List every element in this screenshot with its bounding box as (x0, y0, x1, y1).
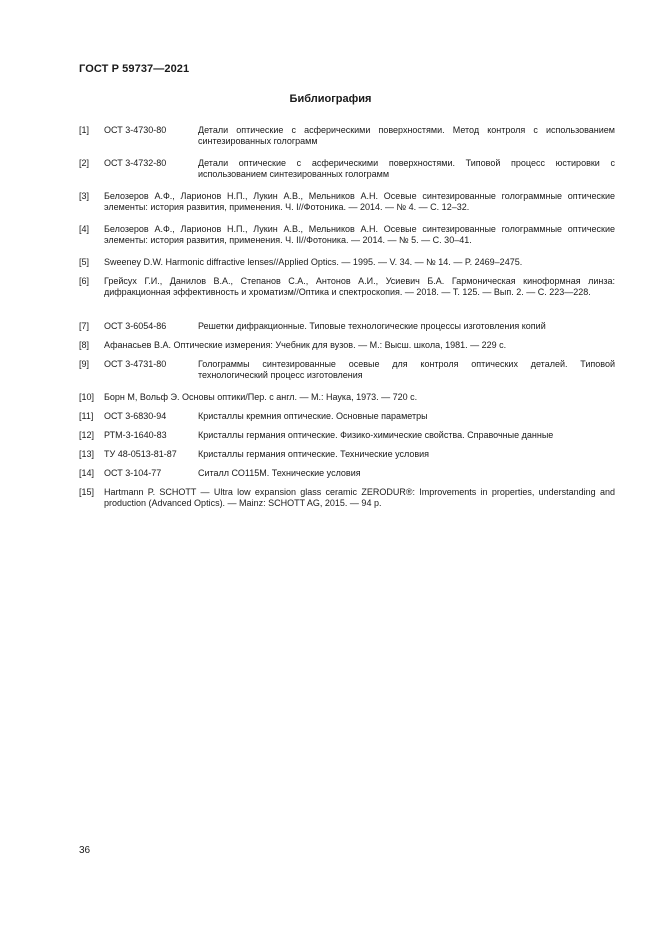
entry-text: Голограммы синтезированные осевые для контроля оптических деталей. Типовой технологический процесс изготовления (198, 359, 615, 381)
bib-entry (79, 340, 615, 359)
entry-text: Детали оптические с асферическими поверхностями. Метод контроля с использованием синтезированных голограмм (198, 125, 615, 147)
bibliography-list (79, 125, 615, 520)
entry-number: [1] (79, 125, 90, 135)
entry-code: ОСТ 3-4732-80 (104, 158, 167, 168)
entry-number: [6] (79, 276, 90, 286)
bib-entry (79, 191, 615, 224)
bib-entry (79, 430, 615, 449)
bib-entry (79, 276, 615, 321)
entry-text: Решетки дифракционные. Типовые технологические процессы изготовления копий (198, 321, 546, 331)
entry-text: Белозеров А.Ф., Ларионов Н.П., Лукин А.В., Мельников А.Н. Осевые синтезированные голограммные оптические элементы: история развития, применения. Ч. I//Фотоника. — 2014. — № 4. — С. 12–32. (104, 191, 615, 213)
bib-entry (79, 359, 615, 392)
entry-text: Sweeney D.W. Harmonic diffractive lenses//Applied Optics. — 1995. — V. 34. — № 14. — P. 2469–2475. (104, 257, 523, 267)
entry-code: ОСТ 3-6830-94 (104, 411, 167, 421)
bib-entry (79, 392, 615, 411)
bib-entry (79, 487, 615, 520)
entry-code: ОСТ 3-4730-80 (104, 125, 167, 135)
standard-header: ГОСТ Р 59737—2021 (79, 63, 190, 75)
entry-number: [15] (79, 487, 95, 497)
bib-entry (79, 125, 615, 158)
entry-text: Кристаллы германия оптические. Технические условия (198, 449, 430, 459)
bib-entry (79, 224, 615, 257)
entry-text: Кристаллы германия оптические. Физико-химические свойства. Справочные данные (198, 430, 554, 440)
entry-text: Ситалл СО115М. Технические условия (198, 468, 361, 478)
entry-code: ТУ 48-0513-81-87 (104, 449, 177, 459)
entry-number: [5] (79, 257, 90, 267)
entry-text: Грейсух Г.И., Данилов В.А., Степанов С.А., Антонов А.И., Усиевич Б.А. Гармоническая киноформная линза: дифракционная эффективность и хроматизм//Оптика и спектроскопия. — 2018. — Т. 125. — Вып. 2. — С. 223—228. (104, 276, 615, 298)
entry-text: Кристаллы кремния оптические. Основные параметры (198, 411, 428, 421)
entry-number: [12] (79, 430, 95, 440)
entry-number: [9] (79, 359, 90, 369)
entry-code: ОСТ 3-4731-80 (104, 359, 167, 369)
entry-number: [8] (79, 340, 90, 350)
page-number: 36 (79, 845, 91, 856)
entry-text: Борн М, Вольф Э. Основы оптики/Пер. с англ. — М.: Наука, 1973. — 720 с. (104, 392, 418, 402)
entry-number: [14] (79, 468, 95, 478)
entry-text: Афанасьев В.А. Оптические измерения: Учебник для вузов. — М.: Высш. школа, 1981. — 229 с. (104, 340, 507, 350)
bib-entry (79, 468, 615, 487)
section-title: Библиография (289, 93, 372, 105)
entry-number: [7] (79, 321, 90, 331)
bib-entry (79, 449, 615, 468)
entry-code: ОСТ 3-6054-86 (104, 321, 167, 331)
bib-entry (79, 321, 615, 340)
entry-code: РТМ-3-1640-83 (104, 430, 167, 440)
entry-text: Белозеров А.Ф., Ларионов Н.П., Лукин А.В., Мельников А.Н. Осевые синтезированные голограммные оптические элементы: история развития, применения. Ч. II//Фотоника. — 2014. — № 5. — С. 30–41. (104, 224, 615, 246)
entry-text: Hartmann P. SCHOTT — Ultra low expansion glass ceramic ZERODUR®: Improvements in properties, understanding and production (Advanced Optics). — Mainz: SCHOTT AG, 2015. — 94 p. (104, 487, 615, 509)
entry-text: Детали оптические с асферическими поверхностями. Типовой процесс юстировки с использованием синтезированных голограмм (198, 158, 615, 180)
entry-number: [2] (79, 158, 90, 168)
entry-code: ОСТ 3-104-77 (104, 468, 162, 478)
entry-number: [11] (79, 411, 94, 421)
bib-entry (79, 257, 615, 276)
bib-entry (79, 158, 615, 191)
entry-number: [10] (79, 392, 95, 402)
bib-entry (79, 411, 615, 430)
entry-number: [13] (79, 449, 95, 459)
entry-number: [3] (79, 191, 90, 201)
entry-number: [4] (79, 224, 90, 234)
